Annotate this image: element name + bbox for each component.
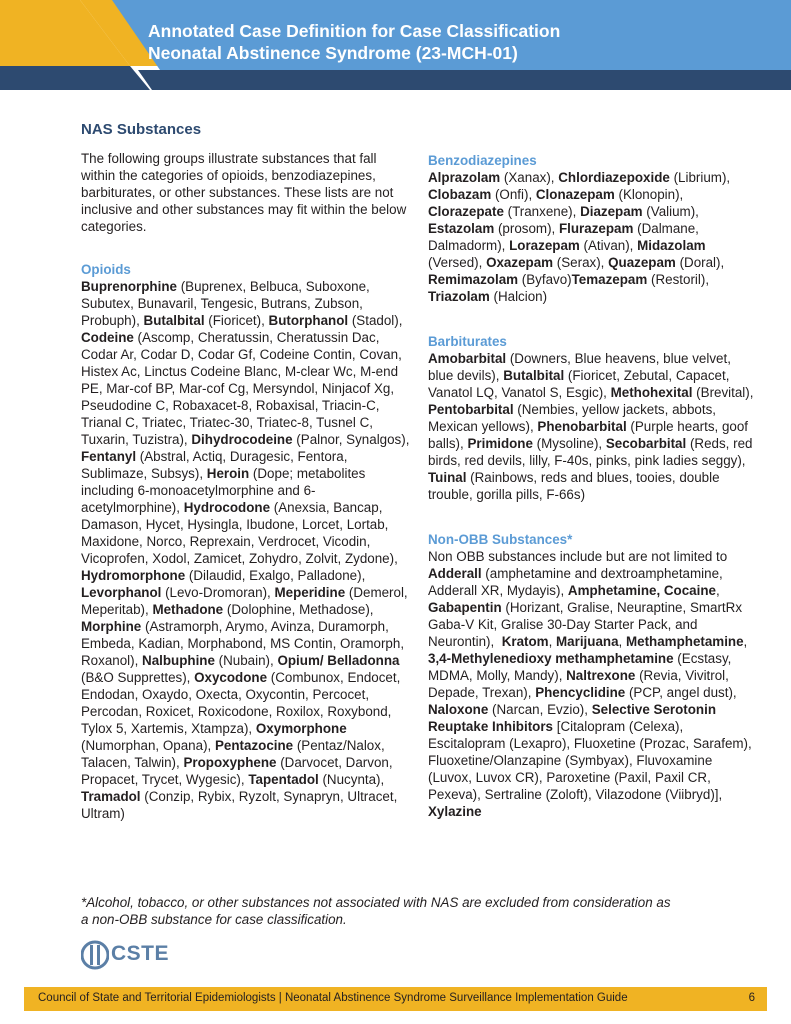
benzodiazepines-heading: Benzodiazepines [428, 153, 537, 168]
cste-logo [81, 940, 201, 970]
page-footer [24, 987, 767, 1011]
footnote-line-1: *Alcohol, tobacco, or other substances not associated with NAS are excluded from consideration as [81, 895, 671, 910]
footnote-line-2: a non-OBB substance for case classification. [81, 912, 347, 927]
footnote [81, 894, 741, 928]
intro-paragraph: The following groups illustrate substances that fall within the categories of opioids, benzodiazepines, barbiturates, or other substances. These lists are not inclusive and other substances may fit within the below categories. [81, 151, 407, 234]
page-number: 6 [748, 992, 755, 1004]
barbiturates-heading: Barbiturates [428, 334, 507, 349]
footer-text: Council of State and Territorial Epidemiologists | Neonatal Abstinence Syndrome Surveillance Implementation Guide [38, 992, 628, 1004]
title-line-2: Neonatal Abstinence Syndrome (23-MCH-01) [148, 43, 518, 63]
page-header-banner [0, 0, 791, 92]
title-line-1: Annotated Case Definition for Case Classification [148, 21, 561, 41]
opioids-heading: Opioids [81, 262, 131, 277]
section-title: NAS Substances [81, 121, 202, 138]
non-obb-heading: Non-OBB Substances* [428, 532, 573, 547]
barbiturates-list: Amobarbital (Downers, Blue heavens, blue velvet, blue devils), Butalbital (Fioricet, Zebutal, Capacet, Vanatol LQ, Vanatol S, Esgic), Methohexital (Brevital), Pentobarbital (Nembies, yellow jackets, abbots, Mexican yellows), Phenobarbital (Purple hearts, goof balls), Primidone (Mysoline), Secobarbital (Reds, red birds, red devils, lilly, F-40s, pinks, pink ladies seggy), Tuinal (Rainbows, reds and blues, tooies, double trouble, gorilla pills, F-66s) [428, 351, 754, 502]
logo-text: CSTE [111, 942, 170, 965]
cste-logo-icon [81, 940, 109, 970]
document-title [148, 20, 560, 64]
benzodiazepines-list: Alprazolam (Xanax), Chlordiazepoxide (Librium), Clobazam (Onfi), Clonazepam (Klonopin), Clorazepate (Tranxene), Diazepam (Valium), Estazolam (prosom), Flurazepam (Dalmane, Dalmadorm), Lorazepam (Ativan), Midazolam (Versed), Oxazepam (Serax), Quazepam (Doral), Remimazolam (Byfavo)Temazepam (Restoril), Triazolam (Halcion) [428, 170, 731, 304]
opioids-list: Buprenorphine (Buprenex, Belbuca, Suboxone, Subutex, Bunavaril, Tengesic, Butrans, Zubson, Probuph), Butalbital (Fioricet), Butorphanol (Stadol), Codeine (Ascomp, Cheratussin, Cheratussin Dac, Codar Ar, Codar D, Codar Gf, Codeine Contin, Covan, Histex Ac, Linctus Codeine Blanc, M-clear Wc, M-end PE, Mar-cof BP, Mar-cof Cg, Mersyndol, Ninjacof Xg, Pseudodine C, Robaxacet-8, Robaxisal, Triacin-C, Trianal C, Triatec, Triatec-30, Triatec-8, Tusnel C, Tuxarin, Tuzistra), Dihydrocodeine (Palnor, Synalgos), Fentanyl (Abstral, Actiq, Duragesic, Fentora, Sublimaze, Subsys), Heroin (Dope; metabolites including 6-monoacetylmorphine and 6-acetylmorphine), Hydrocodone (Anexsia, Bancap, Damason, Hycet, Hysingla, Ibudone, Lorcet, Lortab, Maxidone, Norco, Reprexain, Verdrocet, Vicodin, Vicoprofen, Xodol, Zamicet, Zohydro, Zolvit, Zydone), Hydromorphone (Dilaudid, Exalgo, Palladone), Levorphanol (Levo-Dromoran), Meperidine (Demerol, Meperitab), Methadone (Dolophine, Methadose), Morphine (Astramorph, Arymo, Avinza, Duramorph, Embeda, Kadian, Morphabond, MS Contin, Oramorph, Roxanol), Nalbuphine (Nubain), Opium/ Belladonna (B&O Supprettes), Oxycodone (Combunox, Endocet, Endodan, Oxaydo, Oxecta, Oxycontin, Percocet, Percodan, Roxicet, Roxicodone, Roxilox, Roxybond, Tylox 5, Xartemis, Xtampza), Oxymorphone (Numorphan, Opana), Pentazocine (Pentaz/Nalox, Talacen, Talwin), Propoxyphene (Darvocet, Darvon, Propacet, Trycet, Wygesic), Tapentadol (Nucynta), Tramadol (Conzip, Rybix, Ryzolt, Synapryn, Ultracet, Ultram) [81, 279, 410, 821]
non-obb-list: Non OBB substances include but are not limited to Adderall (amphetamine and dextroamphetamine, Adderall XR, Mydayis), Amphetamine, Cocaine, Gabapentin (Horizant, Gralise, Neuraptine, SmartRx Gaba-V Kit, Gralise 30-Day Starter Pack, and Neurontin), Kratom, Marijuana, Methamphetamine, 3,4-Methylenedioxy methamphetamine (Ecstasy, MDMA, Molly, Mandy), Naltrexone (Revia, Vivitrol, Depade, Trexan), Phencyclidine (PCP, angel dust), Naloxone (Narcan, Evzio), Selective Serotonin Reuptake Inhibitors [Citalopram (Celexa), Escitalopram (Lexapro), Fluoxetine (Prozac, Sarafem), Fluoxetine/Olanzapine (Symbyax), Fluvoxamine (Luvox, Luvox CR), Paroxetine (Paxil, Paxil CR, Pexeva), Sertraline (Zoloft), Vilazodone (Viibryd)], Xylazine [428, 549, 752, 819]
left-column [81, 121, 411, 850]
right-column [428, 152, 758, 848]
